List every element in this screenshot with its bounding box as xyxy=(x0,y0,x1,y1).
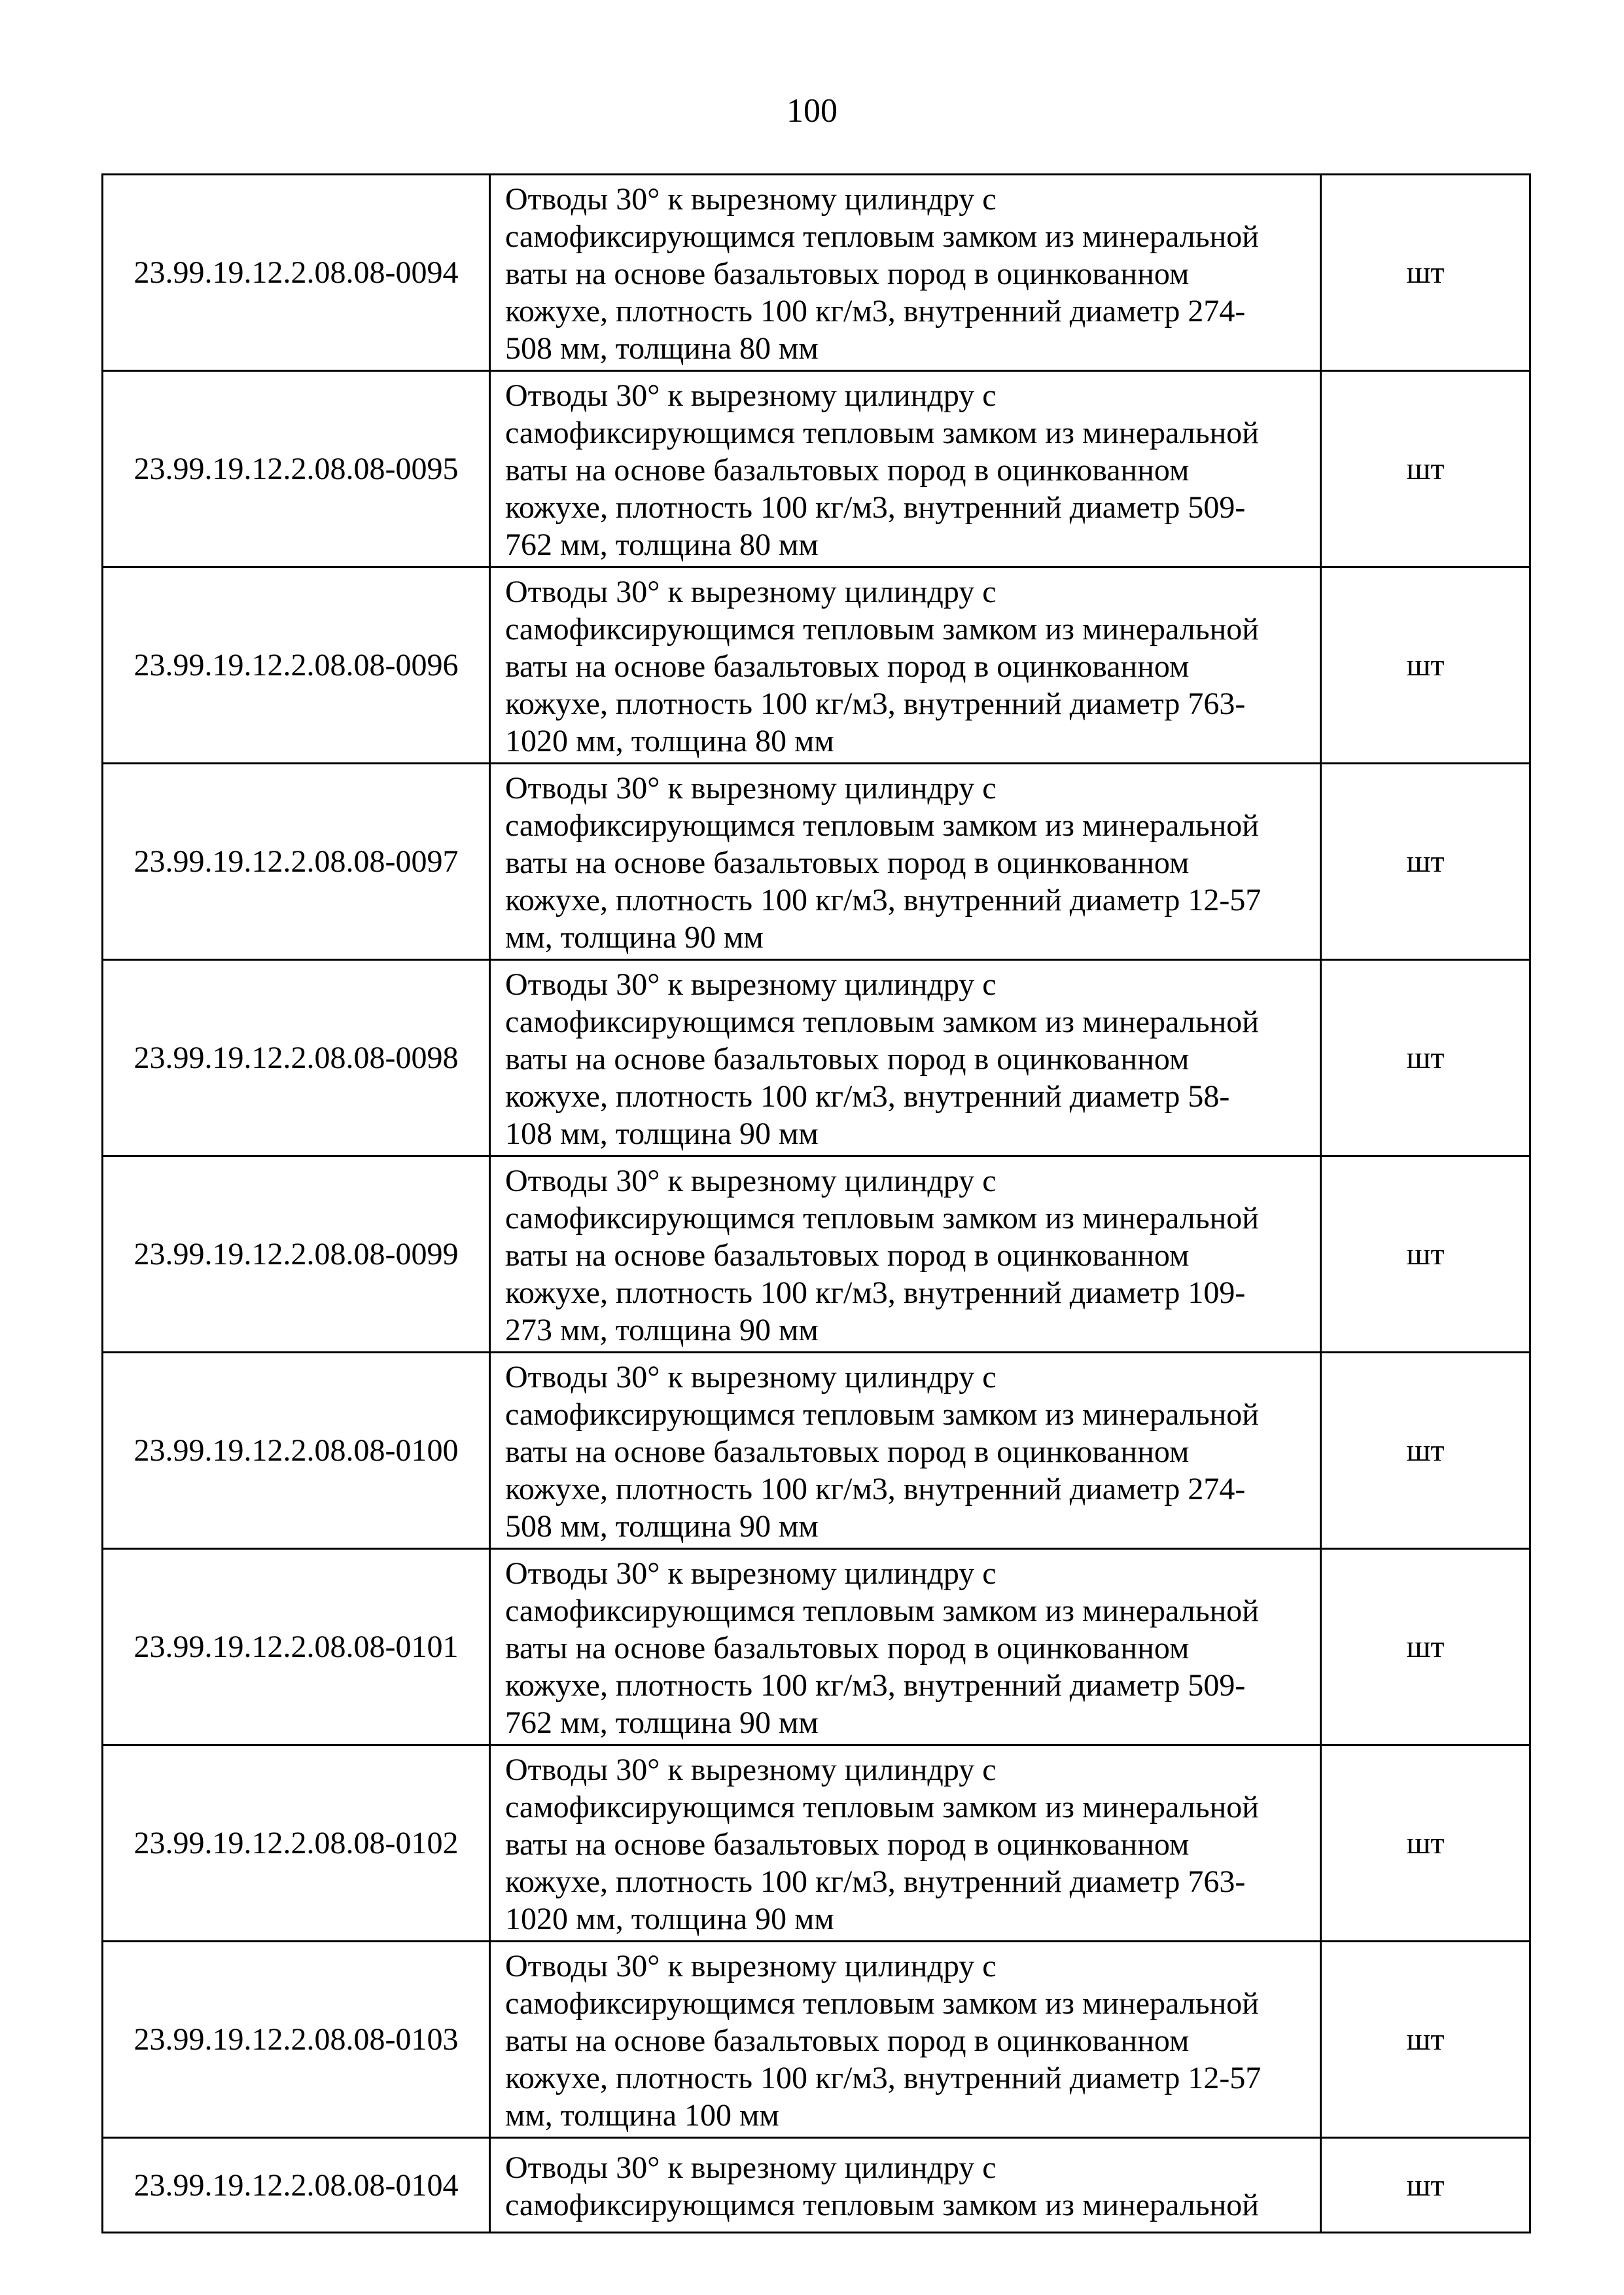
item-code: 23.99.19.12.2.08.08-0098 xyxy=(103,960,490,1156)
description-line: ваты на основе базальтовых пород в оцинкованном xyxy=(505,1631,1190,1665)
item-description xyxy=(490,764,1321,960)
item-unit: шт xyxy=(1321,567,1530,764)
item-code: 23.99.19.12.2.08.08-0102 xyxy=(103,1745,490,1942)
item-description xyxy=(490,1353,1321,1549)
description-line: ваты на основе базальтовых пород в оцинкованном xyxy=(505,453,1190,488)
description-line: самофиксирующимся тепловым замком из минеральной xyxy=(505,612,1259,647)
description-line: самофиксирующимся тепловым замком из минеральной xyxy=(505,2188,1259,2222)
table-row xyxy=(103,1353,1530,1549)
description-line: 1020 мм, толщина 90 мм xyxy=(505,1902,834,1936)
description-line: Отводы 30° к вырезному цилиндру с xyxy=(505,182,997,217)
item-code: 23.99.19.12.2.08.08-0096 xyxy=(103,567,490,764)
table-row xyxy=(103,175,1530,371)
description-line: кожухе, плотность 100 кг/м3, внутренний диаметр 274- xyxy=(505,1472,1246,1506)
description-line: кожухе, плотность 100 кг/м3, внутренний диаметр 763- xyxy=(505,1864,1246,1899)
table-row xyxy=(103,1156,1530,1353)
item-description xyxy=(490,371,1321,567)
item-unit: шт xyxy=(1321,2138,1530,2233)
item-unit: шт xyxy=(1321,1942,1530,2138)
description-line: кожухе, плотность 100 кг/м3, внутренний диаметр 12-57 xyxy=(505,2061,1262,2095)
item-unit: шт xyxy=(1321,371,1530,567)
item-code: 23.99.19.12.2.08.08-0103 xyxy=(103,1942,490,2138)
description-line: 762 мм, толщина 90 мм xyxy=(505,1705,819,1740)
table-row xyxy=(103,1942,1530,2138)
item-code: 23.99.19.12.2.08.08-0094 xyxy=(103,175,490,371)
description-line: кожухе, плотность 100 кг/м3, внутренний диаметр 509- xyxy=(505,490,1246,525)
item-description xyxy=(490,1745,1321,1942)
item-unit: шт xyxy=(1321,960,1530,1156)
description-line: 1020 мм, толщина 80 мм xyxy=(505,724,834,758)
item-description xyxy=(490,175,1321,371)
item-description xyxy=(490,567,1321,764)
description-line: ваты на основе базальтовых пород в оцинкованном xyxy=(505,2023,1190,2058)
table-row xyxy=(103,2138,1530,2233)
table-row xyxy=(103,764,1530,960)
description-line: ваты на основе базальтовых пород в оцинкованном xyxy=(505,845,1190,880)
page-number: 100 xyxy=(786,92,838,130)
table-body xyxy=(103,175,1530,2233)
item-description xyxy=(490,1549,1321,1745)
item-description xyxy=(490,1942,1321,2138)
table-row xyxy=(103,1549,1530,1745)
item-code: 23.99.19.12.2.08.08-0095 xyxy=(103,371,490,567)
description-line: мм, толщина 100 мм xyxy=(505,2098,779,2133)
description-line: самофиксирующимся тепловым замком из минеральной xyxy=(505,1986,1259,2021)
description-line: кожухе, плотность 100 кг/м3, внутренний диаметр 509- xyxy=(505,1668,1246,1703)
description-line: Отводы 30° к вырезному цилиндру с xyxy=(505,378,997,413)
description-line: кожухе, плотность 100 кг/м3, внутренний диаметр 12-57 xyxy=(505,883,1262,917)
description-line: кожухе, плотность 100 кг/м3, внутренний диаметр 58- xyxy=(505,1079,1230,1114)
description-line: самофиксирующимся тепловым замком из минеральной xyxy=(505,808,1259,843)
description-line: Отводы 30° к вырезному цилиндру с xyxy=(505,1752,997,1787)
table-row xyxy=(103,960,1530,1156)
description-line: самофиксирующимся тепловым замком из минеральной xyxy=(505,1397,1259,1432)
description-line: самофиксирующимся тепловым замком из минеральной xyxy=(505,219,1259,254)
description-line: мм, толщина 90 мм xyxy=(505,920,764,955)
description-line: 508 мм, толщина 80 мм xyxy=(505,331,819,366)
item-description xyxy=(490,960,1321,1156)
description-line: ваты на основе базальтовых пород в оцинкованном xyxy=(505,649,1190,684)
description-line: самофиксирующимся тепловым замком из минеральной xyxy=(505,1005,1259,1039)
item-unit: шт xyxy=(1321,1745,1530,1942)
description-line: 508 мм, толщина 90 мм xyxy=(505,1509,819,1544)
item-unit: шт xyxy=(1321,1156,1530,1353)
description-line: Отводы 30° к вырезному цилиндру с xyxy=(505,1360,997,1395)
description-line: кожухе, плотность 100 кг/м3, внутренний диаметр 763- xyxy=(505,686,1246,721)
description-line: ваты на основе базальтовых пород в оцинкованном xyxy=(505,1238,1190,1273)
description-line: Отводы 30° к вырезному цилиндру с xyxy=(505,575,997,609)
description-line: самофиксирующимся тепловым замком из минеральной xyxy=(505,1790,1259,1824)
description-line: Отводы 30° к вырезному цилиндру с xyxy=(505,1556,997,1591)
description-line: Отводы 30° к вырезному цилиндру с xyxy=(505,1164,997,1198)
description-line: самофиксирующимся тепловым замком из минеральной xyxy=(505,416,1259,450)
materials-table xyxy=(101,173,1531,2233)
item-description xyxy=(490,1156,1321,1353)
item-code: 23.99.19.12.2.08.08-0104 xyxy=(103,2138,490,2233)
description-line: самофиксирующимся тепловым замком из минеральной xyxy=(505,1593,1259,1628)
item-unit: шт xyxy=(1321,764,1530,960)
item-code: 23.99.19.12.2.08.08-0099 xyxy=(103,1156,490,1353)
description-line: кожухе, плотность 100 кг/м3, внутренний диаметр 274- xyxy=(505,294,1246,329)
table-row xyxy=(103,567,1530,764)
description-line: Отводы 30° к вырезному цилиндру с xyxy=(505,967,997,1002)
item-code: 23.99.19.12.2.08.08-0101 xyxy=(103,1549,490,1745)
table-row xyxy=(103,1745,1530,1942)
description-line: ваты на основе базальтовых пород в оцинкованном xyxy=(505,257,1190,291)
item-unit: шт xyxy=(1321,175,1530,371)
description-line: ваты на основе базальтовых пород в оцинкованном xyxy=(505,1827,1190,1862)
description-line: самофиксирующимся тепловым замком из минеральной xyxy=(505,1201,1259,1236)
description-line: Отводы 30° к вырезному цилиндру с xyxy=(505,2150,997,2185)
item-code: 23.99.19.12.2.08.08-0100 xyxy=(103,1353,490,1549)
description-line: Отводы 30° к вырезному цилиндру с xyxy=(505,771,997,806)
item-description xyxy=(490,2138,1321,2233)
description-line: Отводы 30° к вырезному цилиндру с xyxy=(505,1949,997,1984)
item-code: 23.99.19.12.2.08.08-0097 xyxy=(103,764,490,960)
table-row xyxy=(103,371,1530,567)
item-unit: шт xyxy=(1321,1549,1530,1745)
description-line: кожухе, плотность 100 кг/м3, внутренний диаметр 109- xyxy=(505,1275,1246,1310)
description-line: 273 мм, толщина 90 мм xyxy=(505,1313,819,1347)
description-line: 762 мм, толщина 80 мм xyxy=(505,527,819,562)
item-unit: шт xyxy=(1321,1353,1530,1549)
description-line: ваты на основе базальтовых пород в оцинкованном xyxy=(505,1434,1190,1469)
description-line: ваты на основе базальтовых пород в оцинкованном xyxy=(505,1042,1190,1076)
description-line: 108 мм, толщина 90 мм xyxy=(505,1116,819,1151)
